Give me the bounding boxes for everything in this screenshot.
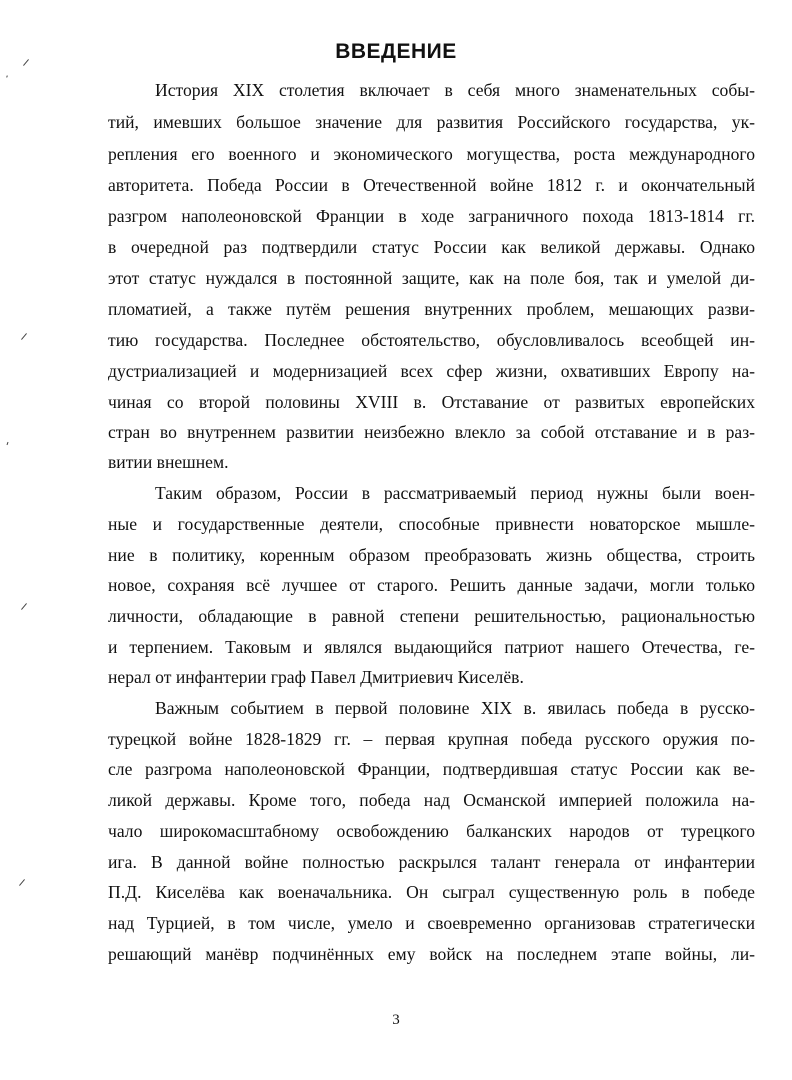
text-line: авторитета. Победа России в Отечественной войне 1812 г. и окончательный [108, 175, 755, 195]
scan-mark [21, 333, 27, 340]
page-title: ВВЕДЕНИЕ [335, 40, 457, 63]
text-line: в очередной раз подтвердили статус России как великой державы. Однако [108, 237, 755, 257]
text-line: тию государства. Последнее обстоятельство, обусловливалось всеобщей ин- [108, 330, 755, 350]
text-line: репления его военного и экономического могущества, роста международного [108, 144, 755, 164]
scan-mark [7, 442, 9, 445]
text-line: разгром наполеоновской Франции в ходе заграничного похода 1813-1814 гг. [108, 206, 755, 226]
text-line: турецкой войне 1828-1829 гг. – первая крупная победа русского оружия по- [108, 729, 755, 749]
text-line: пломатией, а также путём решения внутренних проблем, мешающих разви- [108, 299, 755, 319]
scan-mark [19, 879, 25, 886]
text-line: над Турцией, в том числе, умело и своевременно организовав стратегически [108, 913, 755, 933]
scan-mark [21, 603, 27, 610]
text-line: новое, сохраняя всё лучшее от старого. Решить данные задачи, могли только [108, 575, 755, 595]
text-line: чало широкомасштабному освобождению балканских народов от турецкого [108, 821, 755, 841]
text-line: ига. В данной войне полностью раскрылся талант генерала от инфантерии [108, 852, 755, 872]
text-line: П.Д. Киселёва как военачальника. Он сыграл существенную роль в победе [108, 882, 755, 902]
text-line: сле разгрома наполеоновской Франции, подтвердившая статус России как ве- [108, 759, 755, 779]
text-line: История XIX столетия включает в себя много знаменательных собы- [155, 80, 755, 100]
text-line: ные и государственные деятели, способные привнести новаторское мышле- [108, 514, 755, 534]
text-line: Важным событием в первой половине XIX в. явилась победа в русско- [155, 698, 755, 718]
text-line: нерал от инфантерии граф Павел Дмитриевич Киселёв. [108, 667, 524, 687]
scan-mark [6, 75, 8, 77]
text-line: витии внешнем. [108, 452, 229, 472]
text-line: стран во внутреннем развитии неизбежно влекло за собой отставание и в раз- [108, 422, 755, 442]
text-line: ликой державы. Кроме того, победа над Османской империей положила на- [108, 790, 755, 810]
text-line: этот статус нуждался в постоянной защите, как на поле боя, так и умелой ди- [108, 268, 755, 288]
page-number: 3 [392, 1012, 400, 1028]
text-line: и терпением. Таковым и являлся выдающийся патриот нашего Отечества, ге- [108, 637, 755, 657]
text-line: решающий манёвр подчинённых ему войск на последнем этапе войны, ли- [108, 944, 755, 964]
text-line: тий, имевших большое значение для развития Российского государства, ук- [108, 112, 755, 132]
text-line: дустриализацией и модернизацией всех сфер жизни, охвативших Европу на- [108, 361, 755, 381]
text-line: чиная со второй половины XVIII в. Отставание от развитых европейских [108, 392, 755, 412]
text-line: ние в политику, коренным образом преобразовать жизнь общества, строить [108, 545, 755, 565]
text-line: личности, обладающие в равной степени решительностью, рациональностью [108, 606, 755, 626]
text-line: Таким образом, России в рассматриваемый период нужны были воен- [155, 483, 755, 503]
